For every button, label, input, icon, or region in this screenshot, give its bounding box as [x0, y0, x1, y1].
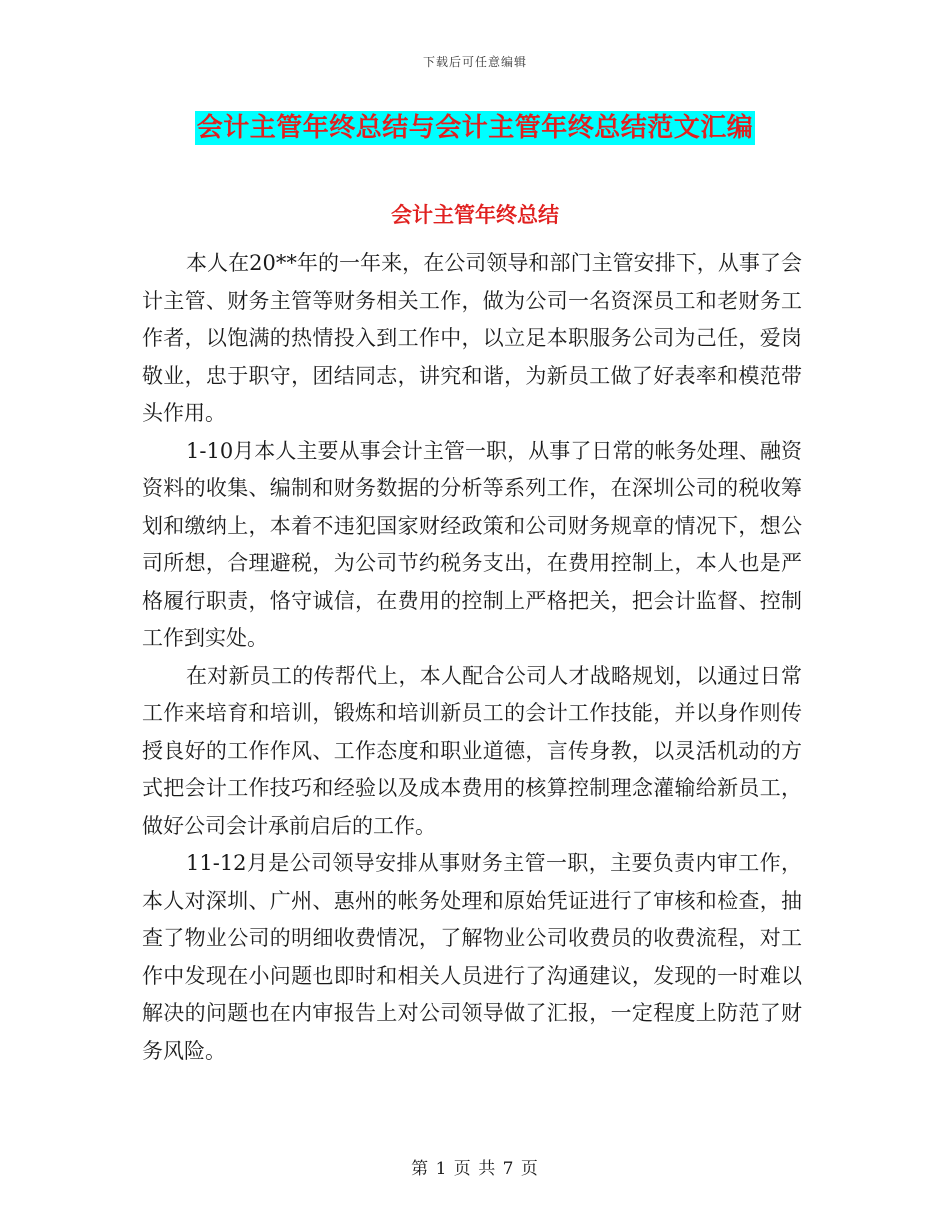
header-note: 下载后可任意编辑: [422, 55, 527, 69]
page-number-footer: 第 1 页 共 7 页: [411, 1159, 539, 1179]
section-title: 会计主管年终总结: [391, 203, 559, 227]
paragraph-3: 在对新员工的传帮代上，本人配合公司人才战略规划，以通过日常工作来培育和培训，锻炼和培训新员工的会计工作技能，并以身作则传授良好的工作作风、工作态度和职业道德，言传身教，以灵活机动的方式把会计工作技巧和经验以及成本费用的核算控制理念灌输给新员工，做好公司会计承前启后的工作。: [142, 663, 802, 838]
paragraph-4: 11-12月是公司领导安排从事财务主管一职，主要负责内审工作，本人对深圳、广州、惠州的帐务处理和原始凭证进行了审核和检查，抽查了物业公司的明细收费情况，了解物业公司收费员的收费流程，对工作中发现在小问题也即时和相关人员进行了沟通建议，发现的一时难以解决的问题也在内审报告上对公司领导做了汇报，一定程度上防范了财务风险。: [142, 851, 802, 1063]
main-title-container: [0, 111, 950, 145]
main-title: 会计主管年终总结与会计主管年终总结范文汇编: [196, 113, 754, 143]
paragraph-2: 1-10月本人主要从事会计主管一职，从事了日常的帐务处理、融资资料的收集、编制和财务数据的分析等系列工作，在深圳公司的税收筹划和缴纳上，本着不违犯国家财经政策和公司财务规章的情况下，想公司所想，合理避税，为公司节约税务支出，在费用控制上，本人也是严格履行职责，恪守诚信，在费用的控制上严格把关，把会计监督、控制工作到实处。: [142, 438, 802, 650]
paragraph-1: 本人在20**年的一年来，在公司领导和部门主管安排下，从事了会计主管、财务主管等财务相关工作，做为公司一名资深员工和老财务工作者，以饱满的热情投入到工作中，以立足本职服务公司为己任，爱岗敬业，忠于职守，团结同志，讲究和谐，为新员工做了好表率和模范带头作用。: [142, 251, 802, 425]
body-text: [142, 245, 802, 1070]
